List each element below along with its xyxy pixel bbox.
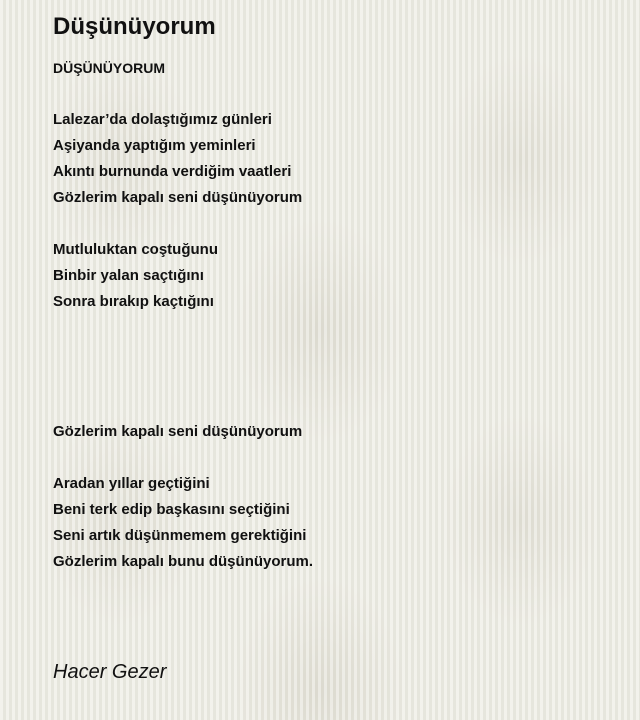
stanza-break [53,211,613,237]
poem-line: Gözlerim kapalı seni düşünüyorum [53,423,303,440]
stanza-break [53,81,613,107]
poem-line: Beni terk edip başkasını seçtiğini [53,501,290,518]
poem-title: Düşünüyorum [53,13,216,40]
poem-line: Lalezar’da dolaştığımız günleri [53,111,272,128]
stanza-break [53,367,613,393]
poem-heading: DÜŞÜNÜYORUM [53,60,165,76]
poem-author: Hacer Gezer [53,661,167,683]
poem-line: Seni artık düşünmemem gerektiğini [53,527,307,544]
stanza-break [53,393,613,419]
poem-line: Gözlerim kapalı bunu düşünüyorum. [53,553,314,570]
poem-body [53,55,613,575]
poem-line: Akıntı burnunda verdiğim vaatleri [53,163,292,180]
stanza-break [53,341,613,367]
poem-line: Gözlerim kapalı seni düşünüyorum [53,189,303,206]
poem-line: Aradan yıllar geçtiğini [53,475,210,492]
stanza-break [53,445,613,471]
poem-line: Aşiyanda yaptığım yeminleri [53,137,256,154]
poem-line: Mutluluktan coştuğunu [53,241,218,258]
stanza-break [53,315,613,341]
poem-line: Sonra bırakıp kaçtığını [53,293,214,310]
poem-line: Binbir yalan saçtığını [53,267,204,284]
